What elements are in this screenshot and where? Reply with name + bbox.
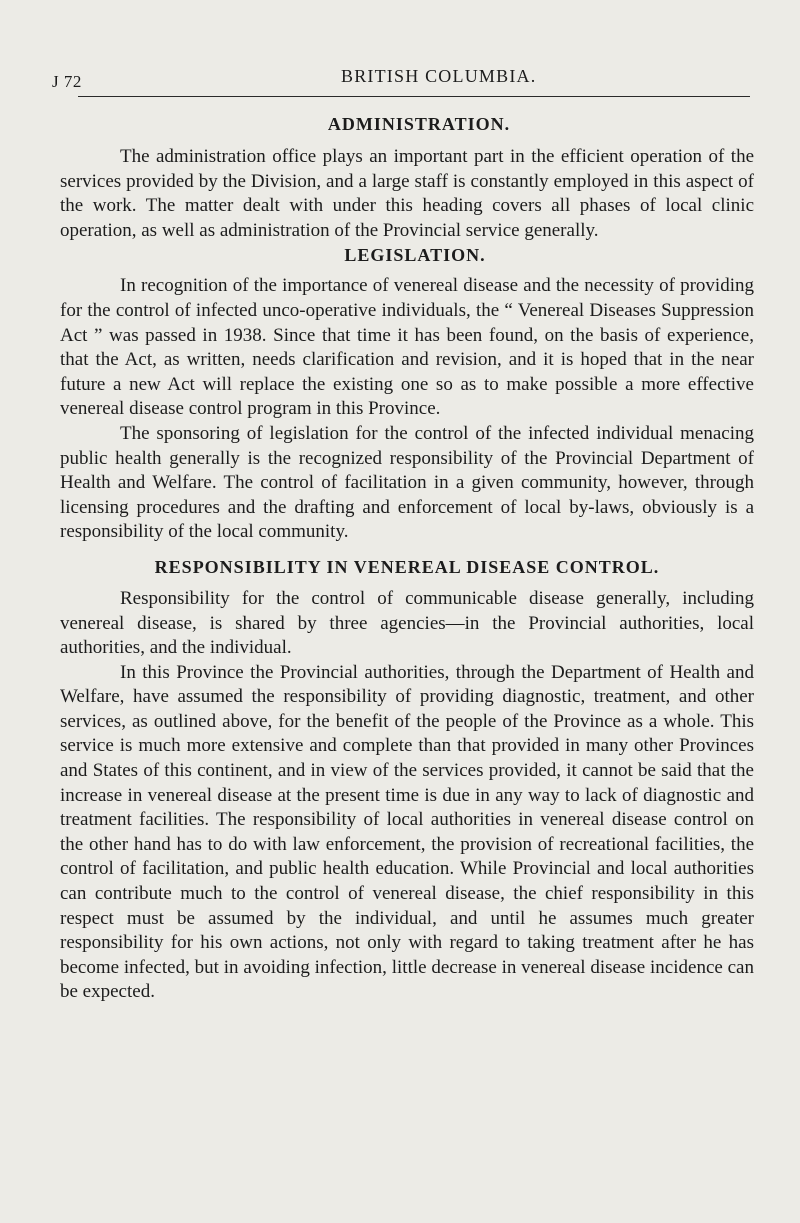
paragraph-legislation-1: In recognition of the importance of venereal disease and the necessity of providing for the control of infected unco-operative individuals, the “ Venereal Diseases Suppression Act ” was passed in 1938. Since that time it has been found, on the basis of experience, that the Act, as written, needs clarification and revision, and it is hoped that in the near future a new Act will replace the existing one so as to make possible a more effective venereal disease control program in this Province. (60, 275, 754, 420)
header-rule (78, 96, 750, 97)
paragraph-responsibility-2: In this Province the Provincial authorities, through the Department of Health and Welfare, have assumed the responsibility of providing diagnostic, treatment, and other services, as outlined above, for the benefit of the people of the Province as a whole. This service is much more extensive and complete than that provided in many other Provinces and States of this continent, and in view of the services provided, it cannot be said that the increase in venereal disease at the present time is due in any way to lack of diagnostic and treatment facilities. The responsibility of local authorities in venereal disease control on the other hand has to do with law enforcement, the provision of recreational facilities, the control of facilitation, and public health education. While Provincial and local authorities can contribute much to the control of venereal disease, the chief responsibility in this respect must be assumed by the individual, and until he assumes much greater responsibility for his own actions, not only with regard to taking treatment after he has become infected, but in avoiding infection, little decrease in venereal disease incidence can be expected. (60, 661, 754, 1003)
paragraph-legislation-2: The sponsoring of legislation for the control of the infected individual menacing public health generally is the recognized responsibility of the Provincial Department of Health and Welfare. The control of facilitation in a given community, however, through licensing procedures and the drafting and enforcement of local by-laws, obviously is a responsibility of the local community. (60, 422, 754, 543)
page-number: J 72 (52, 72, 82, 91)
body-text (60, 108, 754, 1005)
heading-responsibility: RESPONSIBILITY IN VENEREAL DISEASE CONTROL. (154, 556, 660, 577)
paragraph-responsibility-1: Responsibility for the control of communicable disease generally, including venereal disease, is shared by three agencies—in the Provincial authorities, local authorities, and the individual. (60, 587, 754, 659)
paragraph-administration: The administration office plays an important part in the efficient operation of the services provided by the Division, and a large staff is constantly employed in this aspect of the work. The matter dealt with under this heading covers all phases of local clinic operation, as well as administration of the Provincial service generally. (60, 146, 754, 241)
running-title: BRITISH COLUMBIA. (341, 66, 537, 86)
heading-administration: ADMINISTRATION. (327, 114, 511, 134)
running-header (0, 66, 800, 92)
heading-legislation: LEGISLATION. (344, 245, 486, 266)
